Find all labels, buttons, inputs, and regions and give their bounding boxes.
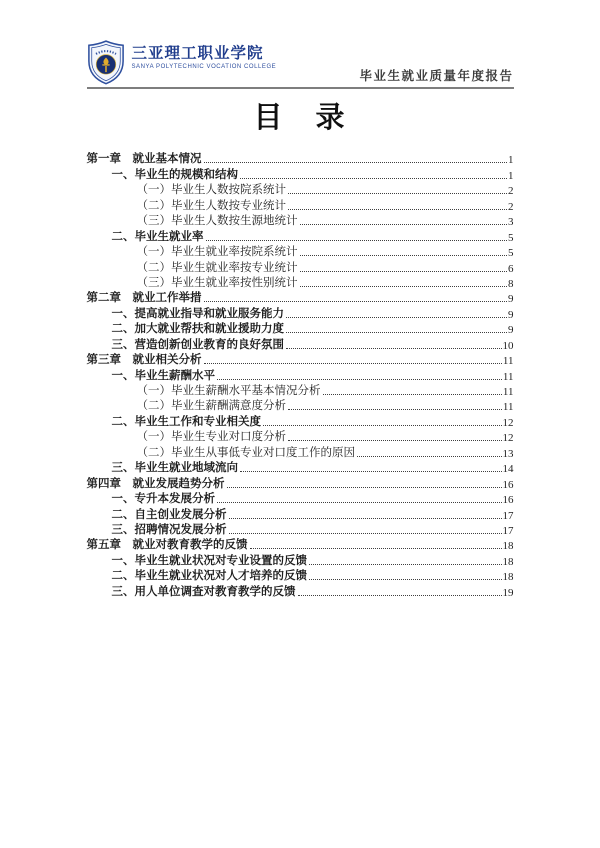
toc-entry [87, 352, 514, 367]
toc-leader-dots [309, 564, 502, 565]
toc-entry-text: （三）毕业生人数按生源地统计 [136, 215, 298, 228]
toc-entry-text: （一）毕业生薪酬水平基本情况分析 [136, 385, 321, 397]
toc-entry-text: 二、自主创业发展分析 [111, 508, 227, 521]
toc-page-number: 9 [508, 324, 514, 337]
toc-entry [87, 197, 514, 212]
toc-leader-dots [227, 487, 502, 488]
toc-page-number: 9 [508, 308, 514, 321]
toc-leader-dots [204, 363, 502, 364]
toc-page-number: 17 [502, 509, 514, 522]
toc-page-number: 8 [508, 277, 514, 290]
toc-entry [87, 429, 514, 444]
toc-page-number: 10 [502, 339, 514, 352]
toc-entry [87, 475, 514, 490]
toc-page-number: 1 [508, 154, 514, 167]
toc-entry [87, 259, 514, 274]
toc-entry-text: （二）毕业生薪酬满意度分析 [136, 400, 286, 413]
toc-entry [87, 166, 514, 181]
toc-leader-dots [217, 379, 502, 380]
toc-entry-text: 一、毕业生就业状况对专业设置的反馈 [111, 554, 307, 567]
toc-leader-dots [250, 548, 502, 549]
toc-leader-dots [288, 409, 502, 410]
toc-entry [87, 398, 514, 413]
toc-entry [87, 537, 514, 552]
toc-page-number: 11 [502, 370, 514, 383]
toc-entry-text: 二、毕业生就业率 [111, 230, 204, 243]
page-header [87, 40, 514, 89]
toc [87, 151, 514, 599]
toc-entry-text: （二）毕业生人数按专业统计 [136, 199, 286, 212]
toc-entry-text: 一、毕业生的规模和结构 [111, 168, 238, 181]
toc-leader-dots [240, 178, 507, 179]
toc-page-number: 16 [502, 494, 514, 507]
toc-leader-dots [298, 595, 502, 596]
toc-entry-text: （一）毕业生人数按院系统计 [136, 184, 286, 197]
toc-entry-text: 二、毕业生工作和专业相关度 [111, 415, 261, 428]
toc-page-number: 18 [502, 540, 514, 553]
toc-entry [87, 182, 514, 197]
toc-leader-dots [309, 579, 502, 580]
toc-entry-text: 第一章 就业基本情况 [86, 153, 202, 166]
toc-leader-dots [323, 394, 502, 395]
toc-page-number: 18 [502, 571, 514, 584]
toc-entry [87, 305, 514, 320]
toc-entry-text: 一、提高就业指导和就业服务能力 [111, 307, 284, 320]
toc-entry [87, 228, 514, 243]
toc-leader-dots [286, 348, 502, 349]
toc-page-number: 1 [508, 169, 514, 182]
toc-entry [87, 460, 514, 475]
toc-entry [87, 413, 514, 428]
toc-leader-dots [288, 440, 502, 441]
toc-leader-dots [357, 456, 502, 457]
toc-entry-text: 三、营造创新创业教育的良好氛围 [111, 338, 284, 351]
toc-leader-dots [206, 240, 508, 241]
toc-entry [87, 506, 514, 521]
toc-page-number: 11 [502, 401, 514, 414]
toc-page-number: 11 [502, 355, 514, 368]
toc-leader-dots [263, 425, 502, 426]
toc-leader-dots [240, 471, 502, 472]
toc-entry-text: 第四章 就业发展趋势分析 [86, 477, 225, 490]
toc-entry-text: （二）毕业生就业率按专业统计 [136, 261, 298, 274]
toc-page-number: 16 [502, 478, 514, 491]
toc-leader-dots [300, 224, 508, 225]
toc-entry-text: 一、毕业生薪酬水平 [111, 369, 215, 382]
toc-page-number: 3 [508, 216, 514, 229]
toc-entry-text: 二、加大就业帮扶和就业援助力度 [111, 323, 284, 336]
toc-entry [87, 275, 514, 290]
toc-entry [87, 244, 514, 259]
college-name-zh: 三亚理工职业学院 [131, 45, 264, 62]
toc-leader-dots [286, 317, 507, 318]
toc-leader-dots [204, 162, 508, 163]
toc-page-number: 2 [508, 185, 514, 198]
toc-leader-dots [300, 255, 508, 256]
report-title: 毕业生就业质量年度报告 [359, 69, 514, 83]
toc-entry [87, 522, 514, 537]
toc-leader-dots [300, 271, 508, 272]
toc-page-number: 19 [502, 586, 514, 599]
college-name-en: SANYA POLYTECHNIC VOCATION COLLEGE [131, 64, 277, 70]
toc-entry [87, 444, 514, 459]
toc-page-number: 5 [508, 247, 514, 260]
toc-leader-dots [204, 301, 508, 302]
toc-entry [87, 290, 514, 305]
page-title: 目 录 [253, 102, 347, 134]
toc-entry [87, 552, 514, 567]
toc-page-number: 17 [502, 524, 514, 537]
toc-page-number: 18 [502, 555, 514, 568]
toc-entry-text: （一）毕业生就业率按院系统计 [136, 246, 298, 259]
toc-leader-dots [217, 502, 502, 503]
toc-entry [87, 151, 514, 166]
college-brand [132, 45, 277, 70]
toc-page-number: 13 [502, 447, 514, 460]
toc-page-number: 2 [508, 200, 514, 213]
toc-leader-dots [286, 332, 507, 333]
toc-entry [87, 383, 514, 398]
document-page [87, 0, 514, 599]
toc-entry-text: 第二章 就业工作举措 [86, 292, 202, 305]
college-shield-logo-icon [87, 40, 125, 85]
toc-entry [87, 367, 514, 382]
toc-entry-text: 三、毕业生就业地域流向 [111, 462, 238, 475]
toc-page-number: 6 [508, 262, 514, 275]
toc-entry [87, 321, 514, 336]
toc-leader-dots [229, 518, 502, 519]
toc-entry [87, 213, 514, 228]
toc-entry-text: 第五章 就业对教育教学的反馈 [86, 539, 248, 552]
toc-entry-text: （一）毕业生专业对口度分析 [136, 431, 286, 444]
toc-page-number: 14 [502, 463, 514, 476]
toc-entry [87, 491, 514, 506]
toc-entry-text: （二）毕业生从事低专业对口度工作的原因 [136, 446, 355, 459]
toc-entry-text: 第三章 就业相关分析 [86, 354, 202, 367]
toc-page-number: 11 [502, 386, 514, 398]
toc-page-number: 12 [502, 432, 514, 445]
toc-entry-text: 二、毕业生就业状况对人才培养的反馈 [111, 570, 307, 583]
toc-entry-text: 三、招聘情况发展分析 [111, 523, 227, 536]
toc-leader-dots [229, 533, 502, 534]
toc-page-number: 5 [508, 231, 514, 244]
toc-leader-dots [300, 286, 508, 287]
toc-page-number: 9 [508, 293, 514, 306]
toc-entry-text: 一、专升本发展分析 [111, 493, 215, 506]
toc-entry-text: （三）毕业生就业率按性别统计 [136, 276, 298, 289]
toc-entry [87, 336, 514, 351]
toc-leader-dots [288, 209, 507, 210]
toc-leader-dots [288, 193, 507, 194]
toc-entry-text: 三、用人单位调查对教育教学的反馈 [111, 585, 296, 598]
toc-entry [87, 583, 514, 598]
toc-entry [87, 568, 514, 583]
toc-page-number: 12 [502, 416, 514, 429]
